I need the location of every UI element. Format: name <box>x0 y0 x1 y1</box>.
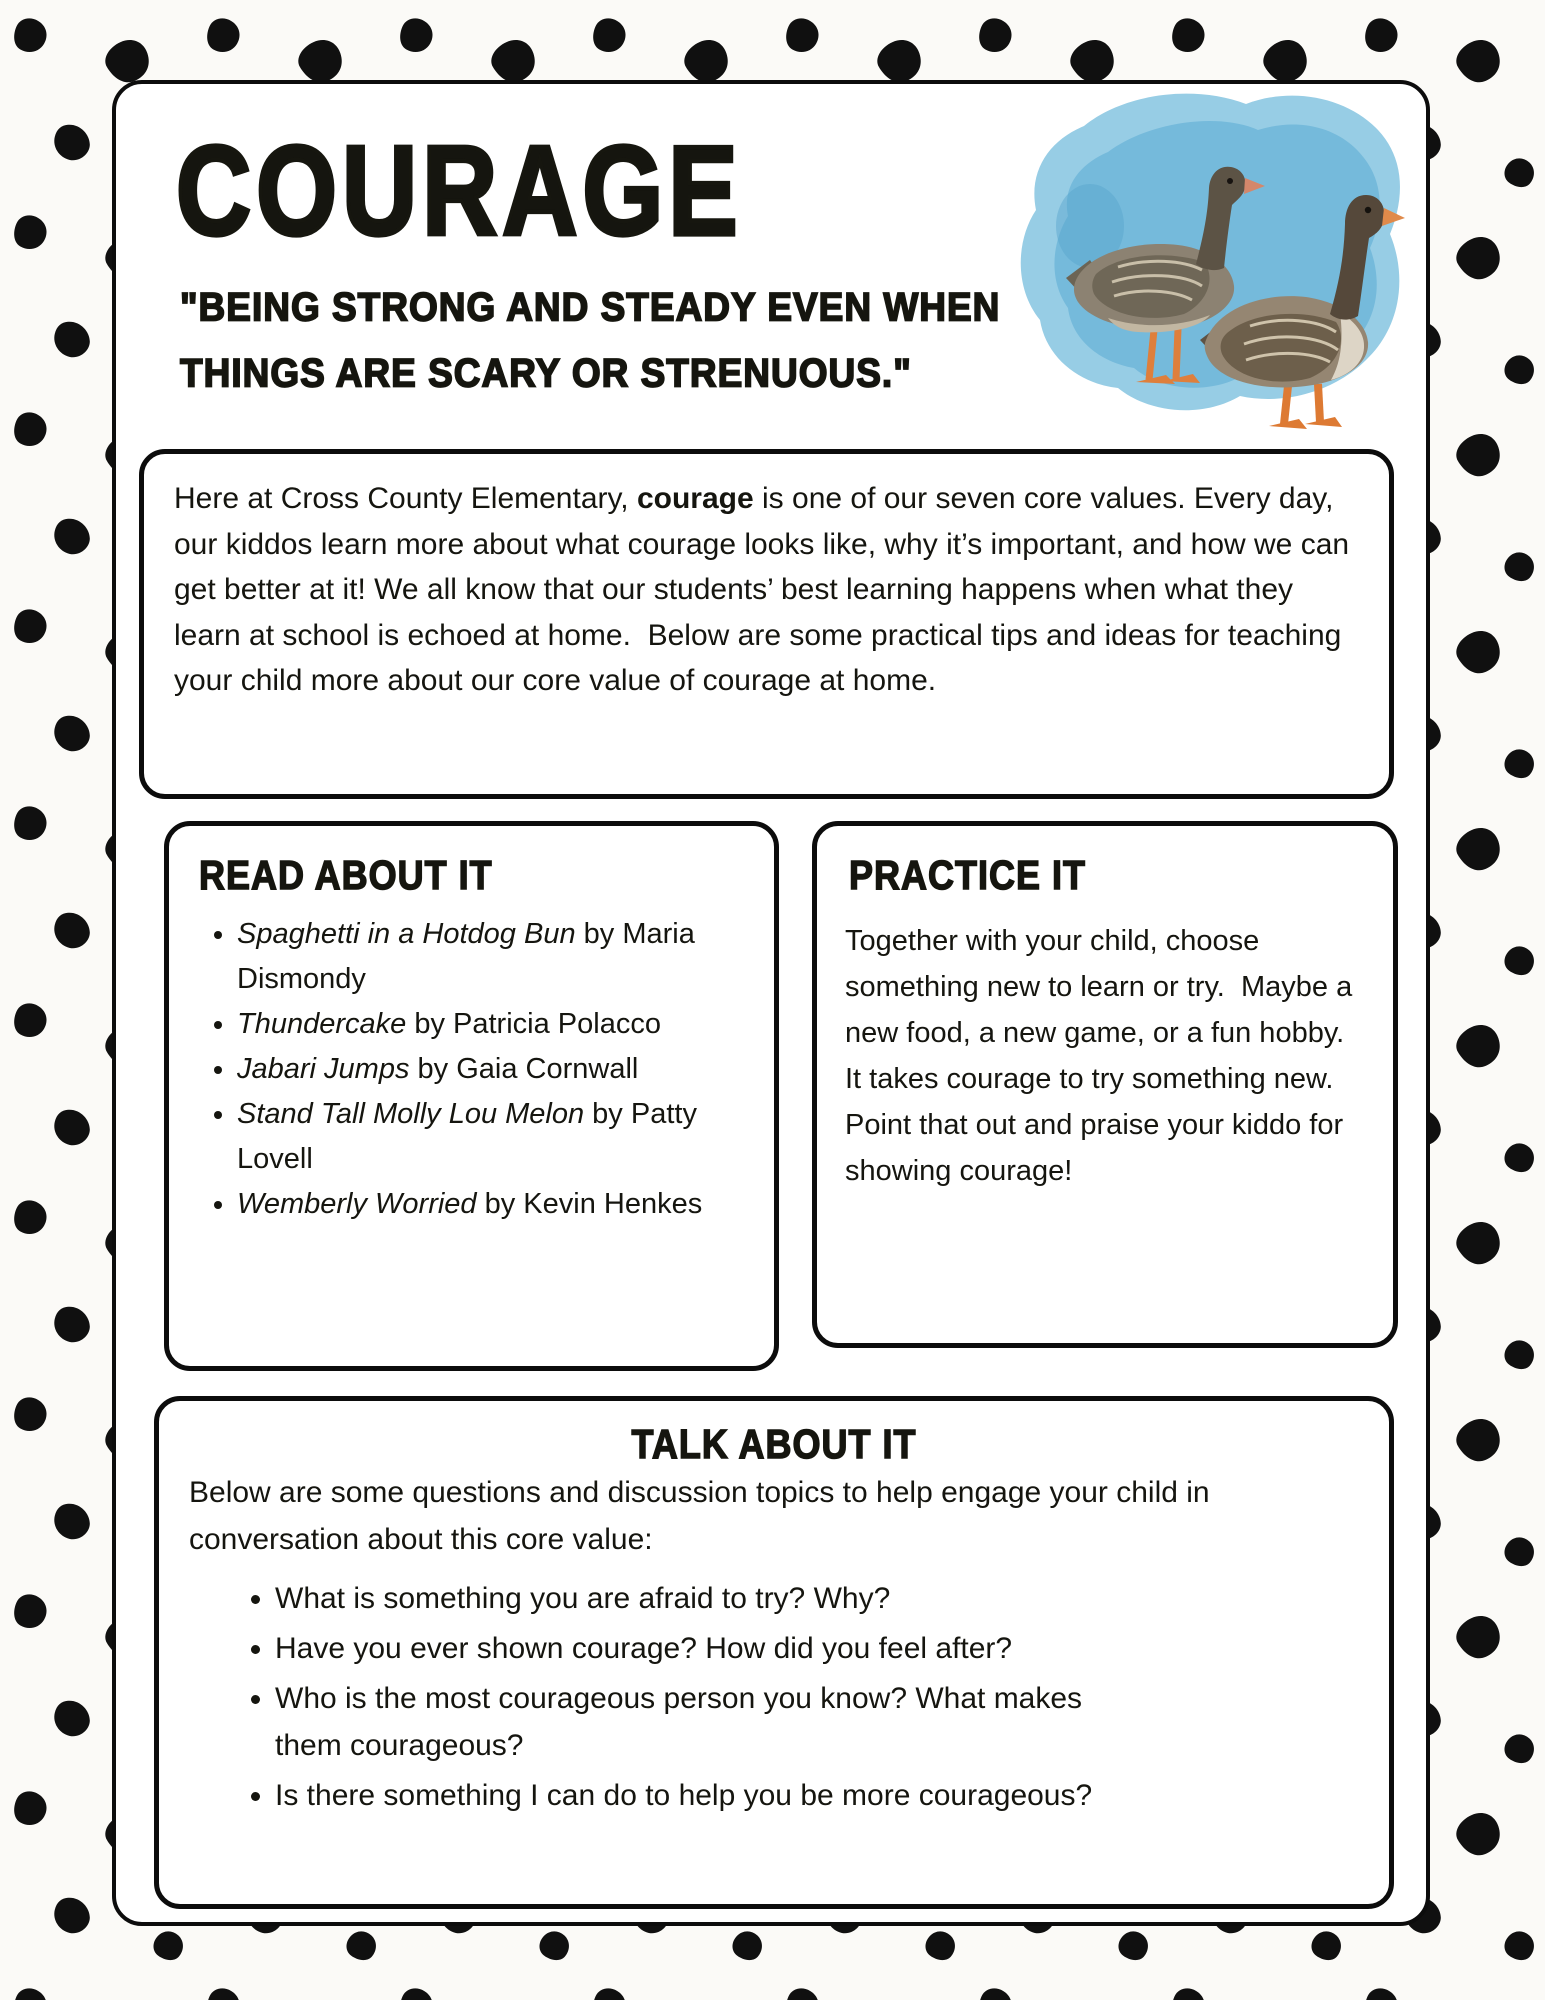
book-author: by Maria Dismondy <box>237 918 695 995</box>
intro-paragraph <box>174 476 1359 704</box>
intro-text-part2: is one of our seven core values. Every day, our kiddos learn more about what courage looks like, why it’s important, and how we can get better at it! We all know that our students’ best learning happens when what they learn at school is echoed at home. Below are some practical tips and ideas for teaching your child more about our core value of courage at home. <box>174 482 1358 697</box>
practice-it-box <box>812 821 1398 1348</box>
practice-section-heading: PRACTICE IT <box>849 852 1087 898</box>
talk-intro-text: Below are some questions and discussion topics to help engage your child in conversation about this core value: <box>189 1476 1210 1556</box>
book-author: by Kevin Henkes <box>476 1188 703 1220</box>
book-author: by Gaia Cornwall <box>409 1053 639 1085</box>
practice-paragraph: Together with your child, choose something new to learn or try. Maybe a new food, a new game, or a fun hobby. It takes courage to try something new. Point that out and praise your kiddo for showing courage! <box>845 925 1361 1187</box>
book-item <box>237 912 750 1002</box>
talk-section-heading: TALK ABOUT IT <box>631 1421 917 1467</box>
question-item: • Have you ever shown courage? How did you feel after? <box>275 1625 1155 1672</box>
courage-definition-quote <box>180 274 1000 406</box>
read-section-heading: READ ABOUT IT <box>199 852 493 898</box>
book-list <box>195 912 750 1227</box>
intro-box <box>139 449 1394 799</box>
discussion-question-list <box>241 1575 1155 1819</box>
book-title: Thundercake <box>237 1008 407 1040</box>
book-item <box>237 1002 750 1047</box>
quote-line-2: THINGS ARE SCARY OR STRENUOUS." <box>180 350 912 395</box>
book-item <box>237 1092 750 1182</box>
geese-watercolor-image <box>988 82 1425 434</box>
book-title: Stand Tall Molly Lou Melon <box>237 1098 585 1130</box>
read-about-it-box <box>164 821 779 1371</box>
question-item: • Is there something I can do to help you be more courageous? <box>275 1772 1155 1819</box>
question-item: • Who is the most courageous person you know? What makes them courageous? <box>275 1675 1155 1769</box>
book-title: Wemberly Worried <box>237 1188 477 1220</box>
talk-about-it-box <box>154 1396 1394 1909</box>
book-author: by Patty Lovell <box>237 1098 697 1175</box>
book-item <box>237 1047 750 1092</box>
book-item <box>237 1182 750 1227</box>
book-title: Spaghetti in a Hotdog Bun <box>237 918 576 950</box>
intro-bold-word: courage <box>636 482 754 515</box>
book-author: by Patricia Polacco <box>406 1008 661 1040</box>
page-title: COURAGE <box>176 121 743 263</box>
quote-line-1: "BEING STRONG AND STEADY EVEN WHEN <box>180 284 1001 330</box>
book-title: Jabari Jumps <box>237 1053 410 1085</box>
intro-text-part1: Here at Cross County Elementary, <box>174 482 637 515</box>
question-item: • What is something you are afraid to try? Why? <box>275 1575 1155 1622</box>
